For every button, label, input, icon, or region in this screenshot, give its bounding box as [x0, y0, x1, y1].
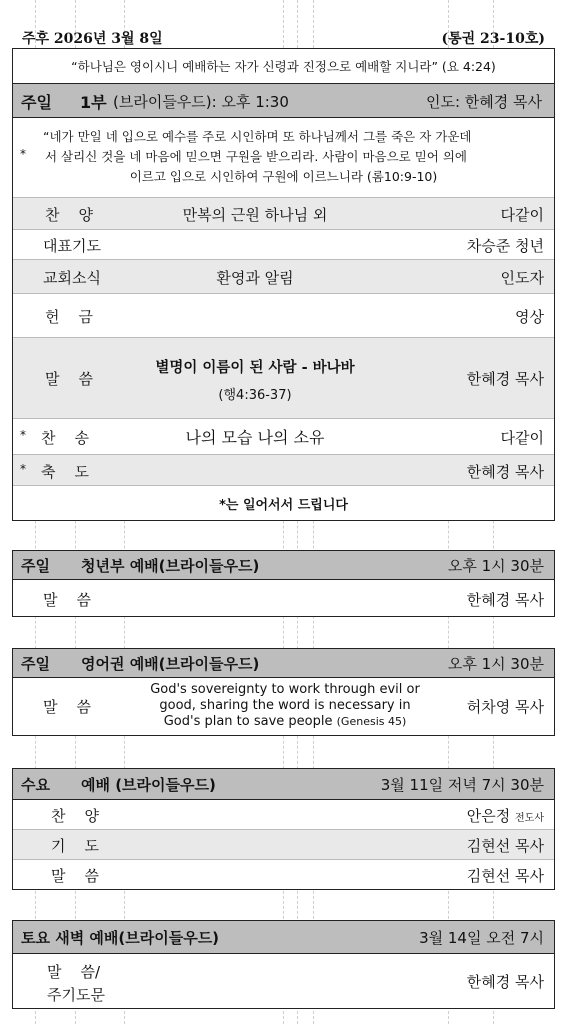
order-item: 교회소식: [43, 269, 101, 287]
scripture-line-3: 이르고 입으로 시인하여 구원에 이르느니라 (롬10:9-10): [129, 169, 438, 184]
order-item: 대표기도: [43, 237, 101, 255]
order-row: [13, 230, 554, 259]
standing-note: *는 일어서서 드립니다: [219, 498, 348, 513]
youth-time: 오후 1시 30분: [447, 557, 544, 575]
english-title-line-3-text: God's plan to save people: [163, 714, 333, 729]
sermon-title: 별명이 이름이 된 사람 - 바나바: [155, 360, 355, 376]
service-1-location: (브라이들우드): 오후 1:30: [113, 93, 289, 111]
wednesday-who: 김현선 목사: [466, 867, 544, 885]
order-content: 나의 모습 나의 소유: [185, 428, 325, 447]
english-who: 허차영 목사: [466, 698, 544, 716]
motto-text: “하나님은 영이시니 예배하는 자가 신령과 진정으로 예배할 지니라” (요 4:24): [71, 59, 496, 74]
service-1-leader: 인도: 한혜경 목사: [425, 93, 542, 111]
youth-service-section: [12, 550, 555, 617]
saturday-time: 3월 14일 오전 7시: [419, 929, 544, 947]
youth-who: 한혜경 목사: [466, 591, 544, 609]
saturday-dawn-header: [13, 921, 554, 954]
wednesday-title: 예배 (브라이들우드): [81, 776, 216, 794]
saturday-dawn-section: [12, 920, 555, 1009]
service-1-header: [13, 84, 554, 118]
youth-title: 청년부 예배(브라이들우드): [81, 557, 260, 575]
wednesday-who-title: 전도사: [515, 813, 544, 824]
english-title-line-1: God's sovereignty to work through evil or: [150, 682, 420, 697]
order-who: 다같이: [500, 206, 544, 224]
order-item: 찬 송: [41, 429, 90, 447]
order-row: [13, 260, 554, 293]
order-row: [13, 419, 554, 454]
service-1-part: 1부: [80, 93, 107, 112]
sermon-row: [13, 338, 554, 418]
saturday-item-1: 말 씀/: [47, 963, 101, 981]
youth-item: 말 씀: [43, 591, 92, 609]
issue-number: (통권 23-10호): [441, 31, 545, 47]
scripture-line-2: 서 살리신 것을 네 마음에 믿으면 구원을 받으리라. 사람이 마음으로 믿어 의에: [45, 149, 468, 164]
english-reference: (Genesis 45): [336, 715, 407, 728]
order-item: 찬 양: [45, 206, 94, 224]
wednesday-row: [13, 800, 554, 829]
order-row: [13, 455, 554, 485]
wednesday-day: 수요: [21, 776, 50, 794]
wednesday-who: 김현선 목사: [466, 837, 544, 855]
motto-row: [13, 49, 554, 84]
service-1-section: [12, 48, 555, 521]
english-day: 주일: [21, 655, 50, 673]
wednesday-who-name: 안은정: [466, 807, 511, 825]
sermon-who: 한혜경 목사: [466, 370, 544, 388]
wednesday-who: [467, 805, 544, 826]
saturday-title: 토요 새벽 예배(브라이들우드): [21, 929, 220, 947]
sermon-reference: (행4:36-37): [218, 388, 292, 403]
scripture-line-1: “네가 만일 네 입으로 예수를 주로 시인하며 또 하나님께서 그를 죽은 자 가운데: [43, 129, 472, 144]
bulletin-date: 주후 2026년 3월 8일: [22, 31, 163, 47]
order-who: 다같이: [500, 429, 544, 447]
saturday-item-2: 주기도문: [47, 986, 105, 1004]
standing-star: *: [20, 462, 26, 476]
order-content: 만복의 근원 하나님 외: [182, 206, 328, 224]
wednesday-item: 찬 양: [51, 807, 100, 825]
wednesday-item: 말 씀: [51, 867, 100, 885]
service-1-day: 주일: [21, 93, 52, 112]
order-who: 차승준 청년: [466, 237, 544, 255]
english-service-header: [13, 649, 554, 678]
order-who: 영상: [515, 308, 544, 326]
order-who: 인도자: [500, 269, 544, 287]
sermon-item: 말 씀: [45, 370, 94, 388]
english-title-line-3: [125, 714, 445, 730]
scripture-star: *: [20, 147, 26, 161]
english-service-section: [12, 648, 555, 736]
order-content: 환영과 알림: [216, 269, 294, 287]
wednesday-row: [13, 830, 554, 859]
saturday-who: 한혜경 목사: [466, 973, 544, 991]
youth-service-header: [13, 551, 554, 580]
english-time: 오후 1시 30분: [447, 655, 544, 673]
wednesday-service-section: [12, 768, 555, 890]
standing-star: *: [20, 428, 26, 442]
scripture-block: [13, 117, 554, 197]
youth-day: 주일: [21, 557, 50, 575]
order-item: 헌 금: [45, 308, 94, 326]
english-item: 말 씀: [43, 698, 92, 716]
wednesday-service-header: [13, 769, 554, 800]
english-title-line-2: good, sharing the word is necessary in: [159, 698, 411, 713]
english-sermon-title: [125, 682, 445, 730]
order-item: 축 도: [41, 463, 90, 481]
wednesday-time: 3월 11일 저녁 7시 30분: [380, 776, 544, 794]
order-row: [13, 198, 554, 229]
order-row: [13, 294, 554, 337]
wednesday-row: [13, 860, 554, 889]
wednesday-item: 기 도: [51, 837, 100, 855]
english-title: 영어권 예배(브라이들우드): [81, 655, 260, 673]
order-who: 한혜경 목사: [466, 463, 544, 481]
